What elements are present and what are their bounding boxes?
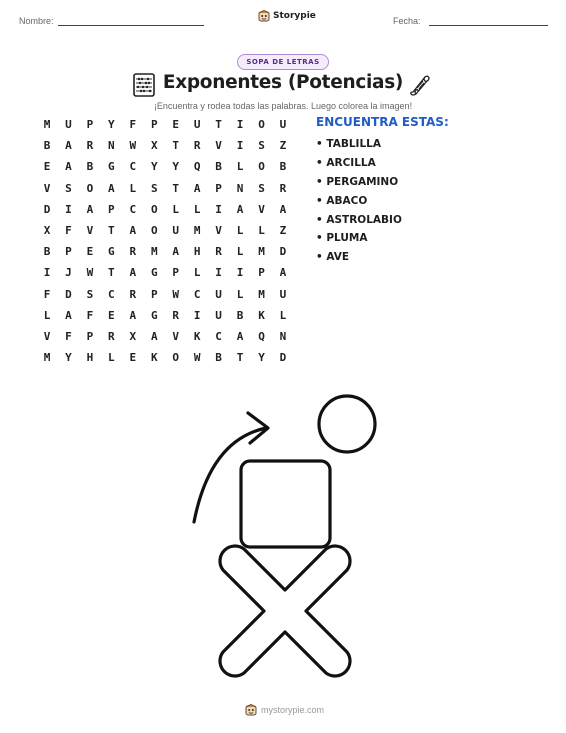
grid-letter[interactable]: P (86, 118, 94, 131)
multiply-x-shape (220, 546, 350, 676)
grid-letter[interactable]: J (65, 266, 72, 280)
date-label: Fecha: (393, 16, 421, 26)
grid-letter[interactable]: C (215, 330, 222, 343)
grid-letter[interactable]: K (258, 308, 265, 322)
abacus-icon (131, 72, 157, 98)
grid-letter[interactable]: W (193, 351, 201, 365)
grid-letter[interactable]: I (236, 139, 244, 153)
grid-letter[interactable]: W (172, 287, 179, 301)
grid-letter[interactable]: F (65, 224, 72, 237)
grid-letter[interactable]: A (108, 181, 115, 195)
grid-letter[interactable]: A (236, 202, 244, 216)
grid-letter[interactable]: O (258, 118, 265, 131)
grid-letter[interactable]: S (150, 181, 158, 195)
grid-letter[interactable]: A (193, 181, 201, 195)
grid-letter[interactable]: V (43, 330, 51, 343)
grid-letter[interactable]: P (65, 245, 72, 259)
grid-letter[interactable]: L (236, 160, 244, 174)
grid-letter[interactable]: P (108, 202, 115, 216)
grid-letter[interactable]: S (258, 139, 265, 153)
grid-letter[interactable]: B (279, 160, 287, 174)
grid-letter[interactable]: E (43, 160, 51, 174)
grid-letter[interactable]: V (172, 330, 179, 343)
grid-letter[interactable]: A (65, 308, 72, 322)
word-list-title: ENCUENTRA ESTAS: (316, 115, 449, 129)
grid-letter[interactable]: C (193, 287, 201, 301)
grid-letter[interactable]: L (236, 245, 244, 259)
grid-letter[interactable]: L (172, 202, 179, 216)
grid-letter[interactable]: N (108, 139, 115, 153)
grid-letter[interactable]: A (129, 224, 137, 237)
word-item: • PERGAMINO (316, 176, 399, 188)
word-item: • ASTROLABIO (316, 214, 402, 226)
brand-name: Storypie (273, 11, 316, 21)
grid-letter[interactable]: L (236, 287, 244, 301)
grid-letter[interactable]: Y (172, 160, 179, 174)
grid-letter[interactable]: G (150, 266, 158, 280)
grid-letter[interactable]: O (258, 160, 265, 174)
grid-letter[interactable]: T (215, 118, 222, 131)
grid-letter[interactable]: D (279, 351, 287, 365)
grid-letter[interactable]: P (150, 118, 158, 131)
grid-letter[interactable]: H (86, 351, 94, 365)
grid-letter[interactable]: K (193, 330, 201, 343)
grid-letter[interactable]: R (215, 245, 222, 259)
word-item: • PLUMA (316, 232, 368, 244)
grid-letter[interactable]: E (108, 308, 115, 322)
grid-letter[interactable]: T (108, 266, 115, 280)
grid-letter[interactable]: V (43, 181, 51, 195)
grid-letter[interactable]: R (129, 245, 137, 259)
grid-letter[interactable]: U (215, 287, 222, 301)
grid-letter[interactable]: U (172, 224, 179, 237)
grid-letter[interactable]: I (65, 202, 72, 216)
grid-letter[interactable]: M (258, 245, 265, 259)
grid-letter[interactable]: A (150, 330, 158, 343)
grid-letter[interactable]: G (108, 245, 115, 259)
footer (245, 704, 324, 716)
word-item: • ABACO (316, 195, 368, 207)
grid-letter[interactable]: D (279, 245, 287, 259)
instructions: ¡Encuentra y rodea todas las palabras. Luego colorea la imagen! (153, 101, 413, 111)
grid-letter[interactable]: F (129, 118, 137, 131)
grid-letter[interactable]: Q (258, 330, 265, 343)
scroll-icon (407, 72, 433, 98)
coloring-image (180, 390, 390, 690)
grid-letter[interactable]: A (129, 266, 137, 280)
grid-letter[interactable]: P (258, 266, 265, 280)
grid-letter[interactable]: M (43, 351, 51, 365)
grid-letter[interactable]: Y (65, 351, 72, 365)
grid-letter[interactable]: O (150, 202, 158, 216)
grid-letter[interactable]: B (215, 351, 222, 365)
grid-letter[interactable]: L (193, 202, 201, 216)
grid-letter[interactable]: L (108, 351, 115, 365)
grid-letter[interactable]: A (172, 245, 179, 259)
circle-shape (319, 396, 375, 452)
grid-letter[interactable]: G (150, 308, 158, 322)
grid-letter[interactable]: I (43, 266, 51, 280)
grid-letter[interactable]: W (86, 266, 94, 280)
grid-letter[interactable]: M (193, 224, 201, 237)
grid-letter[interactable]: Y (108, 118, 115, 131)
grid-letter[interactable]: L (236, 224, 244, 237)
storypie-logo-icon (258, 10, 270, 22)
grid-letter[interactable]: Q (193, 160, 201, 174)
date-line[interactable] (429, 25, 548, 26)
grid-letter[interactable]: U (215, 308, 222, 322)
grid-letter[interactable]: I (236, 118, 244, 131)
grid-letter[interactable]: E (172, 118, 179, 131)
grid-letter[interactable]: L (129, 181, 137, 195)
grid-letter[interactable]: L (43, 308, 51, 322)
grid-letter[interactable]: D (65, 287, 72, 301)
grid-letter[interactable]: C (129, 202, 137, 216)
grid-letter[interactable]: F (86, 308, 94, 322)
grid-letter[interactable]: R (129, 287, 137, 301)
grid-letter[interactable]: M (150, 245, 158, 259)
name-label: Nombre: (19, 16, 54, 26)
grid-letter[interactable]: T (172, 139, 179, 153)
grid-letter[interactable]: O (150, 224, 158, 237)
word-item: • ARCILLA (316, 157, 376, 169)
grid-letter[interactable]: A (129, 308, 137, 322)
grid-letter[interactable]: I (215, 266, 222, 280)
grid-letter[interactable]: C (108, 287, 115, 301)
grid-letter[interactable]: T (108, 224, 115, 237)
grid-letter[interactable]: B (43, 139, 51, 153)
grid-letter[interactable]: N (236, 181, 244, 195)
grid-letter[interactable]: L (193, 266, 201, 280)
grid-letter[interactable]: K (150, 351, 158, 365)
grid-letter[interactable]: A (279, 202, 287, 216)
grid-letter[interactable]: B (215, 160, 222, 174)
grid-letter[interactable]: D (43, 202, 51, 216)
grid-letter[interactable]: F (65, 330, 72, 343)
grid-letter[interactable]: U (279, 287, 287, 301)
grid-letter[interactable]: I (193, 308, 201, 322)
grid-letter[interactable]: A (279, 266, 287, 280)
grid-letter[interactable]: A (236, 330, 244, 343)
grid-letter[interactable]: L (279, 308, 287, 322)
grid-letter[interactable]: B (236, 308, 244, 322)
grid-letter[interactable]: N (279, 330, 287, 343)
grid-letter[interactable]: M (258, 287, 265, 301)
curved-arrow-icon (194, 428, 266, 522)
grid-letter[interactable]: A (86, 202, 94, 216)
grid-letter[interactable]: X (150, 139, 158, 153)
grid-letter[interactable]: R (172, 308, 179, 322)
grid-letter[interactable]: S (258, 181, 265, 195)
grid-letter[interactable]: P (172, 266, 179, 280)
grid-letter[interactable]: W (129, 139, 137, 153)
grid-letter[interactable]: Z (279, 224, 287, 237)
grid-letter[interactable]: X (43, 224, 51, 237)
grid-letter[interactable]: T (236, 351, 244, 365)
grid-letter[interactable]: P (150, 287, 158, 301)
grid-letter[interactable]: Z (279, 139, 287, 153)
grid-letter[interactable]: U (279, 118, 287, 131)
grid-letter[interactable]: R (193, 139, 201, 153)
word-item: • AVE (316, 251, 350, 263)
grid-letter[interactable]: S (65, 181, 72, 195)
square-shape (241, 461, 330, 547)
grid-letter[interactable]: M (43, 118, 51, 131)
grid-letter[interactable]: R (108, 330, 115, 343)
grid-letter[interactable]: A (65, 160, 72, 174)
grid-letter[interactable]: I (236, 266, 244, 280)
grid-letter[interactable]: P (215, 181, 222, 195)
grid-letter[interactable]: B (43, 245, 51, 259)
grid-letter[interactable]: V (258, 202, 265, 216)
grid-letter[interactable]: R (86, 139, 94, 153)
worksheet-type-badge: SOPA DE LETRAS (237, 54, 329, 70)
grid-letter[interactable]: A (65, 139, 72, 153)
grid-letter[interactable]: Y (150, 160, 158, 174)
grid-letter[interactable]: V (86, 224, 94, 237)
grid-letter[interactable]: U (193, 118, 201, 131)
grid-letter[interactable]: G (108, 160, 115, 174)
grid-letter[interactable]: E (129, 351, 137, 365)
grid-letter[interactable]: V (215, 224, 222, 237)
name-line[interactable] (58, 25, 204, 26)
grid-letter[interactable]: P (86, 330, 94, 343)
grid-letter[interactable]: C (129, 160, 137, 174)
grid-letter[interactable]: O (86, 181, 94, 195)
grid-letter[interactable]: I (215, 202, 222, 216)
word-item: • TABLILLA (316, 138, 381, 150)
grid-letter[interactable]: V (215, 139, 222, 153)
grid-letter[interactable]: Y (258, 351, 265, 365)
grid-letter[interactable]: U (65, 118, 72, 131)
grid-letter[interactable]: O (172, 351, 179, 365)
grid-letter[interactable]: X (129, 330, 137, 343)
grid-letter[interactable]: B (86, 160, 94, 174)
grid-letter[interactable]: S (86, 287, 94, 301)
grid-letter[interactable]: E (86, 245, 94, 259)
grid-letter[interactable]: H (193, 245, 201, 259)
grid-letter[interactable]: R (279, 181, 287, 195)
grid-letter[interactable]: T (172, 181, 179, 195)
brand-header (258, 10, 316, 22)
storypie-logo-icon (245, 704, 257, 716)
grid-letter[interactable]: L (258, 224, 265, 237)
grid-letter[interactable]: F (43, 287, 51, 301)
footer-site[interactable]: mystorypie.com (261, 705, 325, 715)
page-title: Exponentes (Potencias) (162, 72, 404, 93)
